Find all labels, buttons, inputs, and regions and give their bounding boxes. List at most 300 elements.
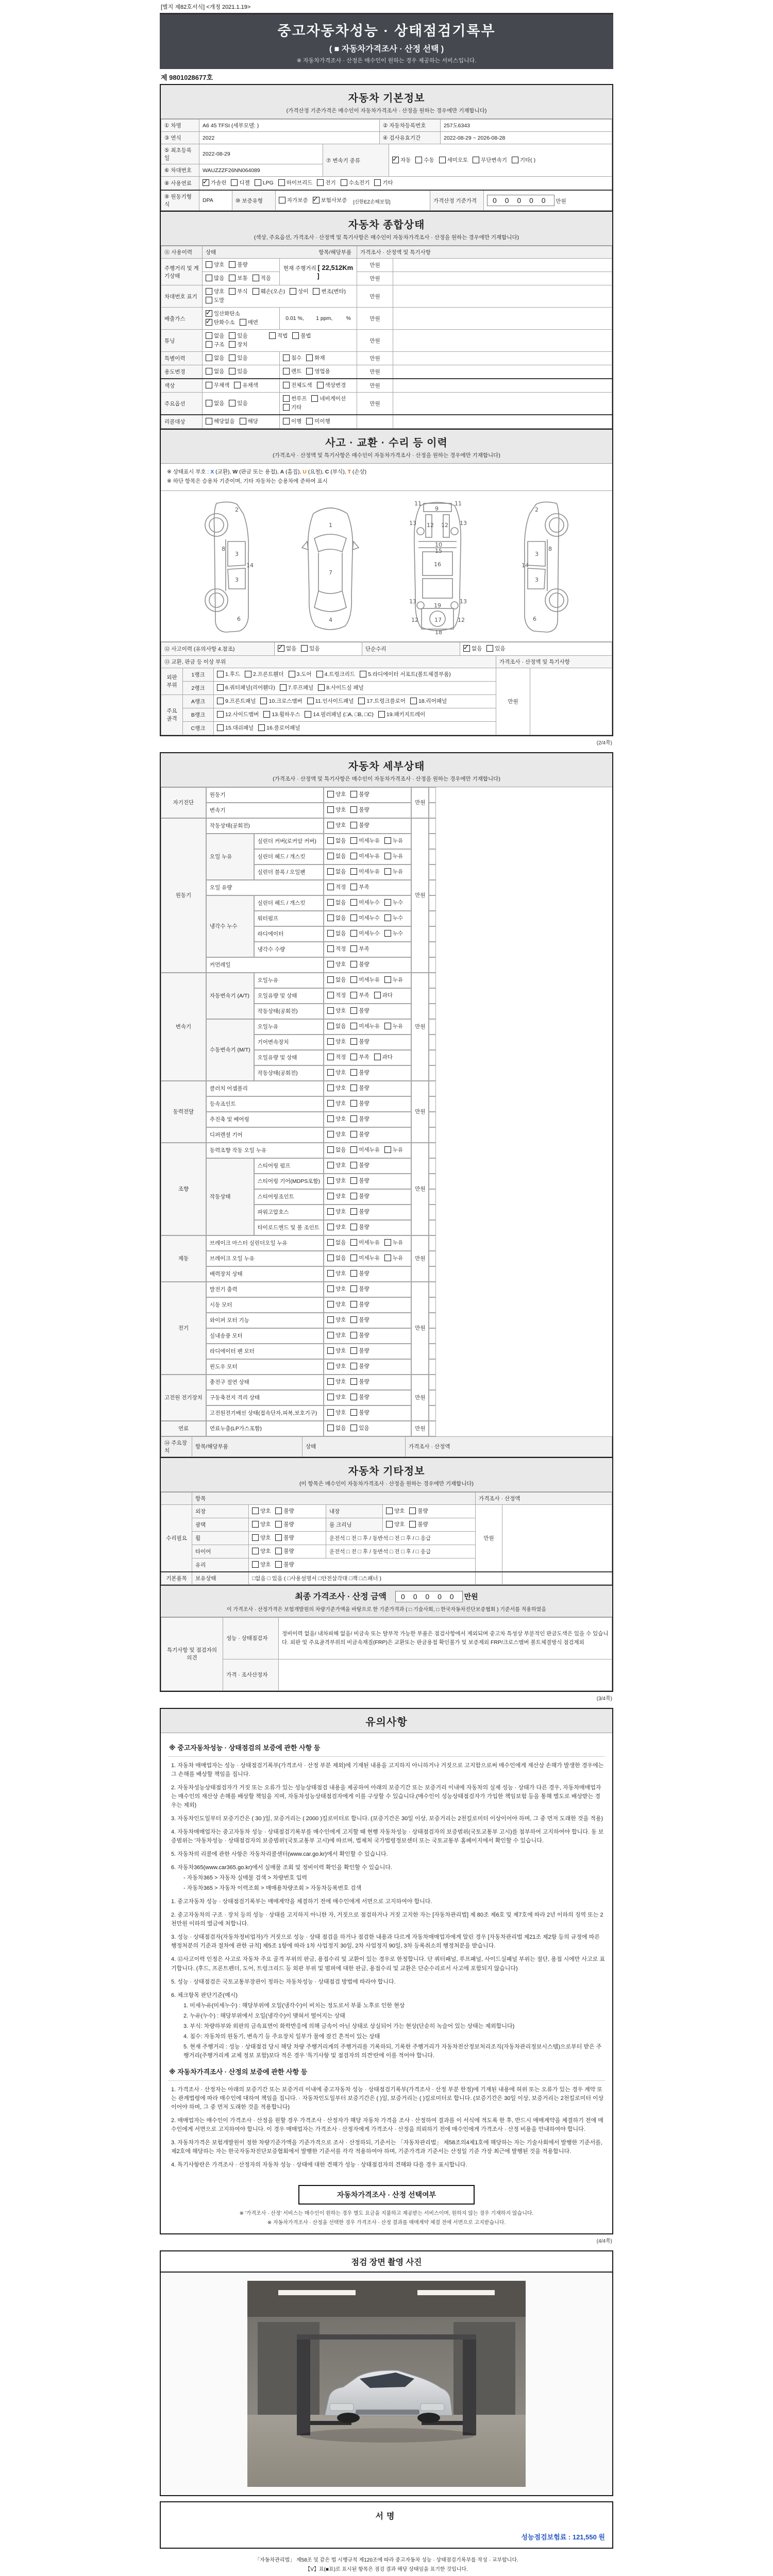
- checkbox-option[interactable]: [384, 976, 403, 984]
- checkbox-option[interactable]: [327, 1409, 346, 1416]
- checkbox[interactable]: [317, 179, 324, 186]
- checkbox[interactable]: [350, 1409, 357, 1416]
- checkbox[interactable]: [360, 671, 366, 677]
- checkbox-option[interactable]: [301, 645, 320, 652]
- checkbox[interactable]: [327, 1301, 334, 1308]
- checkbox[interactable]: [327, 1332, 334, 1338]
- checkbox-option[interactable]: [327, 1115, 346, 1123]
- checkbox-option[interactable]: [327, 1223, 346, 1231]
- checkbox-option[interactable]: [327, 1038, 346, 1045]
- checkbox[interactable]: [327, 837, 334, 844]
- checkbox[interactable]: [350, 853, 357, 859]
- checkbox[interactable]: [245, 671, 251, 677]
- checkbox-option[interactable]: [350, 1254, 380, 1262]
- checkbox[interactable]: [384, 853, 391, 859]
- checkbox-option[interactable]: [350, 837, 380, 844]
- checkbox[interactable]: [305, 711, 311, 718]
- price-appraisal-select-box[interactable]: 자동차가격조사 · 산정 선택여부: [298, 2185, 475, 2205]
- checkbox[interactable]: [350, 1270, 357, 1277]
- checkbox-option[interactable]: [350, 1069, 369, 1076]
- checkbox[interactable]: [327, 1162, 334, 1168]
- checkbox-option[interactable]: [327, 1192, 346, 1200]
- checkbox[interactable]: [327, 1069, 334, 1076]
- checkbox-option[interactable]: [327, 1362, 346, 1370]
- checkbox-option[interactable]: [350, 1084, 369, 1092]
- checkbox-option[interactable]: [252, 1561, 271, 1568]
- checkbox-option[interactable]: [350, 1053, 369, 1061]
- checkbox-option[interactable]: [240, 318, 258, 326]
- checkbox-option[interactable]: [384, 1022, 403, 1030]
- checkbox-option[interactable]: [206, 296, 224, 304]
- checkbox[interactable]: [283, 404, 290, 411]
- checkbox-option[interactable]: [306, 354, 325, 362]
- checkbox[interactable]: [384, 868, 391, 875]
- checkbox-option[interactable]: [206, 310, 240, 317]
- checkbox-option[interactable]: [231, 179, 249, 187]
- checkbox-option[interactable]: [350, 929, 380, 937]
- checkbox-option[interactable]: [384, 1146, 403, 1154]
- checkbox[interactable]: [350, 1255, 357, 1261]
- checkbox-option[interactable]: [292, 332, 311, 340]
- checkbox-option[interactable]: [374, 1053, 393, 1061]
- checkbox-option[interactable]: [327, 1239, 346, 1246]
- checkbox-option[interactable]: [384, 899, 403, 906]
- checkbox-option[interactable]: [350, 1331, 369, 1339]
- checkbox[interactable]: [313, 288, 320, 295]
- checkbox-option[interactable]: [327, 1053, 346, 1061]
- checkbox[interactable]: [327, 1285, 334, 1292]
- checkbox[interactable]: [280, 684, 287, 691]
- checkbox-option[interactable]: [350, 1300, 369, 1308]
- checkbox-option[interactable]: [275, 1520, 294, 1528]
- checkbox[interactable]: [350, 976, 357, 983]
- checkbox-option[interactable]: [327, 929, 346, 937]
- checkbox[interactable]: [327, 853, 334, 859]
- checkbox-option[interactable]: [245, 670, 283, 678]
- checkbox[interactable]: [275, 1507, 282, 1514]
- checkbox[interactable]: [206, 297, 212, 303]
- checkbox-option[interactable]: [378, 710, 425, 718]
- checkbox-option[interactable]: [409, 1507, 428, 1515]
- checkbox[interactable]: [301, 645, 308, 652]
- checkbox[interactable]: [350, 1054, 357, 1060]
- checkbox-option[interactable]: [350, 1146, 380, 1154]
- checkbox-option[interactable]: [252, 1520, 271, 1528]
- checkbox[interactable]: [350, 806, 357, 813]
- checkbox-option[interactable]: [350, 1115, 369, 1123]
- checkbox[interactable]: [316, 671, 323, 677]
- checkbox[interactable]: [327, 961, 334, 968]
- checkbox-option[interactable]: [206, 332, 224, 340]
- checkbox[interactable]: [240, 319, 246, 326]
- checkbox-option[interactable]: [327, 899, 346, 906]
- checkbox-option[interactable]: [206, 274, 224, 282]
- checkbox[interactable]: [206, 275, 212, 281]
- checkbox[interactable]: [206, 354, 212, 361]
- checkbox-option[interactable]: [327, 1084, 346, 1092]
- checkbox[interactable]: [327, 1054, 334, 1060]
- checkbox-option[interactable]: [327, 790, 346, 798]
- checkbox[interactable]: [240, 418, 246, 425]
- checkbox[interactable]: [318, 684, 325, 691]
- checkbox[interactable]: [350, 945, 357, 952]
- checkbox[interactable]: [392, 157, 399, 163]
- checkbox[interactable]: [231, 179, 238, 186]
- checkbox[interactable]: [292, 332, 299, 339]
- checkbox[interactable]: [206, 418, 212, 425]
- checkbox-option[interactable]: [206, 367, 224, 375]
- checkbox-option[interactable]: [358, 697, 405, 705]
- checkbox[interactable]: [350, 1208, 357, 1215]
- checkbox[interactable]: [252, 1534, 259, 1541]
- checkbox-option[interactable]: [206, 399, 224, 407]
- checkbox[interactable]: [327, 822, 334, 828]
- checkbox-option[interactable]: [350, 1316, 369, 1324]
- checkbox[interactable]: [306, 418, 313, 425]
- checkbox[interactable]: [206, 332, 212, 339]
- checkbox-option[interactable]: [350, 1285, 369, 1293]
- checkbox-option[interactable]: [229, 367, 247, 375]
- checkbox[interactable]: [341, 179, 347, 186]
- checkbox-option[interactable]: [283, 403, 301, 411]
- checkbox[interactable]: [473, 157, 479, 163]
- checkbox-option[interactable]: [283, 417, 301, 425]
- checkbox[interactable]: [206, 310, 212, 317]
- checkbox[interactable]: [275, 1534, 282, 1541]
- checkbox-option[interactable]: [350, 883, 369, 891]
- checkbox[interactable]: [252, 1521, 259, 1528]
- checkbox-option[interactable]: [327, 1331, 346, 1339]
- checkbox[interactable]: [350, 1425, 357, 1431]
- checkbox[interactable]: [283, 382, 290, 388]
- checkbox-option[interactable]: [217, 697, 256, 705]
- checkbox-option[interactable]: [275, 1534, 294, 1541]
- checkbox[interactable]: [350, 992, 357, 998]
- checkbox[interactable]: [217, 671, 224, 677]
- checkbox-option[interactable]: [263, 710, 300, 718]
- checkbox[interactable]: [350, 961, 357, 968]
- checkbox-option[interactable]: [327, 1378, 346, 1385]
- checkbox[interactable]: [306, 368, 313, 375]
- checkbox-option[interactable]: [252, 1547, 271, 1555]
- checkbox-option[interactable]: [350, 1208, 369, 1215]
- checkbox[interactable]: [350, 1394, 357, 1400]
- checkbox-option[interactable]: [360, 670, 451, 678]
- checkbox[interactable]: [350, 791, 357, 798]
- checkbox-option[interactable]: [350, 1269, 369, 1277]
- checkbox[interactable]: [327, 914, 334, 921]
- checkbox-option[interactable]: [313, 196, 347, 204]
- checkbox[interactable]: [386, 1521, 393, 1528]
- checkbox-option[interactable]: [305, 710, 373, 718]
- checkbox[interactable]: [350, 837, 357, 844]
- checkbox[interactable]: [350, 1084, 357, 1091]
- checkbox-option[interactable]: [318, 684, 364, 691]
- checkbox-option[interactable]: [327, 1022, 346, 1030]
- checkbox-option[interactable]: [350, 945, 369, 953]
- checkbox-option[interactable]: [217, 684, 275, 691]
- checkbox[interactable]: [350, 1023, 357, 1029]
- checkbox[interactable]: [350, 1347, 357, 1354]
- checkbox[interactable]: [350, 1316, 357, 1323]
- checkbox-option[interactable]: [327, 1300, 346, 1308]
- checkbox[interactable]: [327, 1007, 334, 1014]
- checkbox[interactable]: [290, 288, 296, 295]
- checkbox-option[interactable]: [350, 1192, 369, 1200]
- checkbox-option[interactable]: [384, 852, 403, 860]
- checkbox[interactable]: [350, 1115, 357, 1122]
- checkbox[interactable]: [512, 157, 518, 163]
- checkbox[interactable]: [327, 1193, 334, 1199]
- checkbox-option[interactable]: [350, 991, 369, 999]
- checkbox[interactable]: [350, 1193, 357, 1199]
- checkbox[interactable]: [263, 711, 270, 718]
- checkbox-option[interactable]: [280, 684, 313, 691]
- checkbox-option[interactable]: [278, 645, 296, 652]
- checkbox-option[interactable]: [327, 868, 346, 875]
- checkbox-option[interactable]: [386, 1520, 405, 1528]
- checkbox-option[interactable]: [350, 1393, 369, 1401]
- checkbox-option[interactable]: [350, 1161, 369, 1169]
- checkbox-option[interactable]: [350, 1347, 369, 1354]
- checkbox[interactable]: [229, 288, 236, 295]
- checkbox[interactable]: [350, 1131, 357, 1138]
- checkbox-option[interactable]: [350, 806, 369, 814]
- checkbox[interactable]: [327, 1316, 334, 1323]
- checkbox[interactable]: [409, 1507, 416, 1514]
- checkbox[interactable]: [350, 822, 357, 828]
- checkbox-option[interactable]: [217, 710, 259, 718]
- checkbox[interactable]: [234, 382, 241, 388]
- checkbox-option[interactable]: [327, 1177, 346, 1184]
- checkbox-option[interactable]: [327, 821, 346, 829]
- checkbox-option[interactable]: [350, 899, 380, 906]
- checkbox-option[interactable]: [269, 332, 288, 340]
- checkbox[interactable]: [327, 1394, 334, 1400]
- checkbox[interactable]: [350, 884, 357, 890]
- checkbox[interactable]: [374, 179, 381, 186]
- checkbox[interactable]: [350, 1378, 357, 1385]
- checkbox-option[interactable]: [350, 821, 369, 829]
- checkbox-option[interactable]: [278, 179, 313, 187]
- checkbox[interactable]: [206, 261, 212, 268]
- checkbox-option[interactable]: [229, 354, 247, 362]
- checkbox-option[interactable]: [217, 724, 254, 732]
- checkbox-option[interactable]: [392, 156, 411, 164]
- checkbox[interactable]: [206, 288, 212, 295]
- checkbox[interactable]: [217, 684, 224, 691]
- checkbox-option[interactable]: [229, 287, 247, 295]
- checkbox[interactable]: [327, 884, 334, 890]
- checkbox-option[interactable]: [350, 1239, 380, 1246]
- checkbox-option[interactable]: [350, 1099, 369, 1107]
- checkbox-option[interactable]: [283, 395, 307, 402]
- checkbox[interactable]: [306, 354, 313, 361]
- checkbox[interactable]: [327, 806, 334, 813]
- checkbox-option[interactable]: [463, 645, 482, 652]
- checkbox[interactable]: [384, 1023, 391, 1029]
- checkbox-option[interactable]: [384, 929, 403, 937]
- checkbox-option[interactable]: [327, 1316, 346, 1324]
- checkbox-option[interactable]: [203, 179, 226, 187]
- checkbox-option[interactable]: [253, 287, 285, 295]
- checkbox[interactable]: [350, 1177, 357, 1184]
- checkbox-option[interactable]: [384, 1254, 403, 1262]
- checkbox[interactable]: [327, 945, 334, 952]
- checkbox[interactable]: [253, 288, 259, 295]
- checkbox[interactable]: [307, 698, 314, 704]
- checkbox-option[interactable]: [439, 156, 468, 164]
- checkbox[interactable]: [410, 698, 417, 704]
- checkbox[interactable]: [327, 1038, 334, 1045]
- checkbox-option[interactable]: [327, 945, 346, 953]
- checkbox-option[interactable]: [327, 1424, 346, 1432]
- checkbox-option[interactable]: [206, 381, 229, 389]
- checkbox[interactable]: [278, 645, 284, 652]
- checkbox-option[interactable]: [217, 670, 240, 678]
- checkbox-option[interactable]: [290, 287, 308, 295]
- checkbox-option[interactable]: [350, 1424, 369, 1432]
- checkbox[interactable]: [258, 724, 265, 731]
- checkbox-option[interactable]: [350, 1022, 380, 1030]
- checkbox[interactable]: [350, 1100, 357, 1107]
- checkbox-option[interactable]: [327, 1146, 346, 1154]
- checkbox[interactable]: [350, 930, 357, 937]
- checkbox-option[interactable]: [275, 1507, 294, 1515]
- checkbox[interactable]: [327, 992, 334, 998]
- checkbox[interactable]: [327, 1347, 334, 1354]
- checkbox-option[interactable]: [317, 381, 346, 389]
- checkbox[interactable]: [350, 1146, 357, 1153]
- checkbox[interactable]: [358, 698, 365, 704]
- checkbox[interactable]: [327, 899, 334, 906]
- checkbox[interactable]: [327, 1239, 334, 1246]
- checkbox-option[interactable]: [327, 806, 346, 814]
- checkbox[interactable]: [350, 1285, 357, 1292]
- checkbox-option[interactable]: [410, 697, 447, 705]
- checkbox-option[interactable]: [289, 670, 312, 678]
- checkbox-option[interactable]: [327, 1069, 346, 1076]
- checkbox-option[interactable]: [317, 179, 335, 187]
- checkbox[interactable]: [229, 275, 236, 281]
- checkbox-option[interactable]: [327, 1254, 346, 1262]
- checkbox-option[interactable]: [234, 381, 258, 389]
- checkbox[interactable]: [327, 976, 334, 983]
- checkbox[interactable]: [253, 275, 259, 281]
- checkbox-option[interactable]: [384, 868, 403, 875]
- checkbox-option[interactable]: [327, 1285, 346, 1293]
- checkbox-option[interactable]: [258, 724, 300, 732]
- checkbox[interactable]: [384, 837, 391, 844]
- checkbox-option[interactable]: [327, 1269, 346, 1277]
- checkbox-option[interactable]: [306, 367, 330, 375]
- checkbox-option[interactable]: [350, 1038, 369, 1045]
- checkbox-option[interactable]: [327, 1130, 346, 1138]
- checkbox[interactable]: [313, 197, 320, 204]
- checkbox-option[interactable]: [229, 261, 247, 268]
- checkbox[interactable]: [206, 400, 212, 406]
- checkbox[interactable]: [252, 1548, 259, 1554]
- checkbox[interactable]: [463, 645, 470, 652]
- checkbox[interactable]: [206, 319, 212, 326]
- checkbox[interactable]: [283, 418, 290, 425]
- checkbox[interactable]: [327, 1131, 334, 1138]
- checkbox-option[interactable]: [275, 1547, 294, 1555]
- checkbox-option[interactable]: [512, 156, 535, 164]
- checkbox-option[interactable]: [350, 1409, 369, 1416]
- checkbox-option[interactable]: [350, 976, 380, 984]
- checkbox[interactable]: [327, 930, 334, 937]
- checkbox[interactable]: [384, 930, 391, 937]
- checkbox[interactable]: [327, 1409, 334, 1416]
- checkbox[interactable]: [229, 261, 236, 268]
- checkbox-option[interactable]: [252, 1534, 271, 1541]
- checkbox[interactable]: [203, 179, 209, 186]
- checkbox[interactable]: [386, 1507, 393, 1514]
- checkbox-option[interactable]: [374, 179, 393, 187]
- checkbox[interactable]: [350, 1007, 357, 1014]
- checkbox[interactable]: [350, 899, 357, 906]
- checkbox[interactable]: [229, 354, 236, 361]
- checkbox[interactable]: [327, 868, 334, 875]
- checkbox-option[interactable]: [486, 645, 505, 652]
- checkbox-option[interactable]: [327, 976, 346, 984]
- checkbox-option[interactable]: [327, 852, 346, 860]
- checkbox[interactable]: [327, 1378, 334, 1385]
- checkbox[interactable]: [269, 332, 276, 339]
- checkbox[interactable]: [217, 711, 224, 718]
- checkbox-option[interactable]: [316, 670, 355, 678]
- checkbox-option[interactable]: [350, 1177, 369, 1184]
- checkbox[interactable]: [217, 724, 224, 731]
- checkbox[interactable]: [327, 1270, 334, 1277]
- checkbox[interactable]: [350, 1363, 357, 1369]
- checkbox[interactable]: [283, 354, 290, 361]
- checkbox[interactable]: [229, 341, 236, 348]
- checkbox[interactable]: [350, 1239, 357, 1246]
- checkbox-option[interactable]: [283, 367, 301, 375]
- checkbox-option[interactable]: [327, 1208, 346, 1215]
- checkbox-option[interactable]: [384, 837, 403, 844]
- checkbox[interactable]: [415, 157, 422, 163]
- checkbox[interactable]: [384, 1146, 391, 1153]
- checkbox[interactable]: [327, 1023, 334, 1029]
- checkbox[interactable]: [439, 157, 446, 163]
- checkbox[interactable]: [350, 914, 357, 921]
- checkbox[interactable]: [327, 1224, 334, 1230]
- checkbox-option[interactable]: [350, 1378, 369, 1385]
- checkbox-option[interactable]: [350, 852, 380, 860]
- checkbox-option[interactable]: [327, 1099, 346, 1107]
- checkbox-option[interactable]: [415, 156, 434, 164]
- checkbox[interactable]: [275, 1521, 282, 1528]
- checkbox[interactable]: [289, 671, 295, 677]
- checkbox[interactable]: [378, 711, 385, 718]
- checkbox[interactable]: [327, 791, 334, 798]
- checkbox[interactable]: [327, 1100, 334, 1107]
- checkbox-option[interactable]: [384, 914, 403, 922]
- checkbox-option[interactable]: [327, 837, 346, 844]
- checkbox-option[interactable]: [350, 790, 369, 798]
- checkbox[interactable]: [384, 914, 391, 921]
- checkbox-option[interactable]: [260, 697, 302, 705]
- checkbox-option[interactable]: [350, 960, 369, 968]
- checkbox-option[interactable]: [409, 1520, 428, 1528]
- checkbox[interactable]: [327, 1425, 334, 1431]
- checkbox[interactable]: [384, 899, 391, 906]
- checkbox-option[interactable]: [275, 1561, 294, 1568]
- checkbox[interactable]: [350, 1162, 357, 1168]
